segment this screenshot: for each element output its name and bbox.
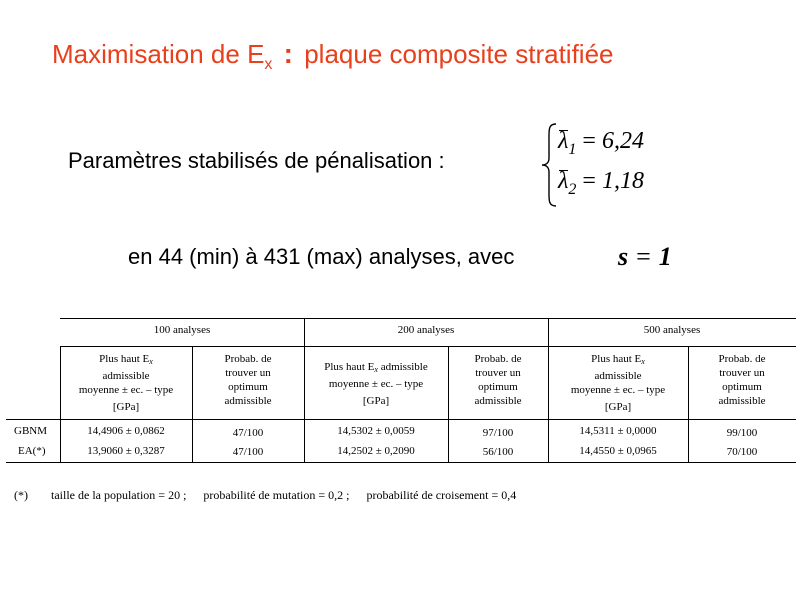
- lambda2-value: 1,18: [601, 168, 644, 194]
- prob-500-l4: admissible: [718, 395, 766, 407]
- prob-500-l2: trouver un: [719, 367, 765, 379]
- table-cell: 14,5302 ± 0,0059: [337, 425, 415, 437]
- table-cell: 14,4550 ± 0,0965: [579, 445, 657, 457]
- lambda1-value: 6,24: [601, 128, 644, 154]
- s-value: 1: [658, 242, 672, 271]
- prob-100-l4: admissible: [224, 395, 272, 407]
- best-500-l2: admissible: [594, 370, 642, 382]
- title-colon: :: [283, 38, 293, 69]
- table-cell: 14,4906 ± 0,0862: [87, 425, 165, 437]
- prob-100-l2: trouver un: [225, 367, 271, 379]
- col-header-best-500: [548, 352, 688, 414]
- best-500-sub: x: [641, 357, 645, 366]
- best-200-l1: Plus haut E: [324, 361, 375, 373]
- best-500-l4: [GPa]: [604, 401, 632, 413]
- table-cell: 56/100: [482, 446, 514, 458]
- prob-500-l3: optimum: [722, 381, 762, 393]
- lambda1-equals: =: [582, 128, 596, 154]
- table-cell: 14,5311 ± 0,0000: [579, 425, 657, 437]
- group-header-rule: [60, 346, 796, 347]
- table-cell: 97/100: [482, 427, 514, 439]
- table-top-rule: [60, 318, 796, 319]
- footnote-population: taille de la population = 20 ;: [51, 488, 187, 502]
- best-200-sub: x: [374, 365, 378, 374]
- table-bottom-rule: [6, 462, 796, 463]
- row-label-ea: EA(*): [18, 445, 46, 457]
- best-200-tail: admissible: [377, 361, 428, 373]
- group-header-100: 100 analyses: [153, 324, 211, 336]
- row-label-gbnm: GBNM: [14, 425, 48, 437]
- table-cell: 99/100: [726, 427, 758, 439]
- prob-200-l1: Probab. de: [474, 353, 522, 365]
- col-header-prob-100: [192, 352, 304, 408]
- best-500-l3: moyenne ± ec. – type: [570, 384, 666, 396]
- prob-200-l4: admissible: [474, 395, 522, 407]
- best-100-sub: x: [149, 357, 153, 366]
- lambda2-subscript: 2: [568, 181, 577, 198]
- s-equals: =: [636, 242, 651, 271]
- lambda2-equals: =: [582, 168, 596, 194]
- best-200-l3: [GPa]: [362, 395, 390, 407]
- table-cell: 47/100: [232, 446, 264, 458]
- title-suffix: plaque composite stratifiée: [304, 39, 614, 69]
- prob-100-l3: optimum: [228, 381, 268, 393]
- prob-200-l3: optimum: [478, 381, 518, 393]
- col-header-prob-200: [448, 352, 548, 408]
- analyses-text: en 44 (min) à 431 (max) analyses, avec: [128, 244, 515, 269]
- header-bottom-rule: [6, 419, 796, 420]
- col-header-best-100: [60, 352, 192, 414]
- table-cell: 47/100: [232, 427, 264, 439]
- title-prefix: Maximisation de E: [52, 39, 265, 69]
- lambda1-symbol: λ: [558, 128, 569, 154]
- lambda1-subscript: 1: [568, 141, 577, 158]
- prob-100-l1: Probab. de: [224, 353, 272, 365]
- prob-200-l2: trouver un: [475, 367, 521, 379]
- table-cell: 13,9060 ± 0,3287: [87, 445, 165, 457]
- lambda2-symbol: λ: [558, 168, 569, 194]
- group-header-500: 500 analyses: [643, 324, 701, 336]
- prob-500-l1: Probab. de: [718, 353, 766, 365]
- best-100-l3: moyenne ± ec. – type: [78, 384, 174, 396]
- best-200-l2: moyenne ± ec. – type: [328, 378, 424, 390]
- footnote-crossover: probabilité de croisement = 0,4: [366, 488, 517, 502]
- table-cell: 14,2502 ± 0,2090: [337, 445, 415, 457]
- best-500-l1: Plus haut E: [591, 353, 642, 365]
- params-label: Paramètres stabilisés de pénalisation :: [68, 148, 445, 173]
- table-cell: 70/100: [726, 446, 758, 458]
- col-header-best-200: [304, 360, 448, 408]
- footnote-mark: (*): [14, 488, 28, 502]
- s-variable: s: [618, 242, 629, 271]
- col-header-prob-500: [688, 352, 796, 408]
- group-header-200: 200 analyses: [397, 324, 455, 336]
- best-100-l4: [GPa]: [112, 401, 140, 413]
- best-100-l2: admissible: [102, 370, 150, 382]
- best-100-l1: Plus haut E: [99, 353, 150, 365]
- title-subscript: x: [264, 56, 273, 73]
- footnote: [14, 488, 530, 503]
- footnote-mutation: probabilité de mutation = 0,2 ;: [203, 488, 350, 502]
